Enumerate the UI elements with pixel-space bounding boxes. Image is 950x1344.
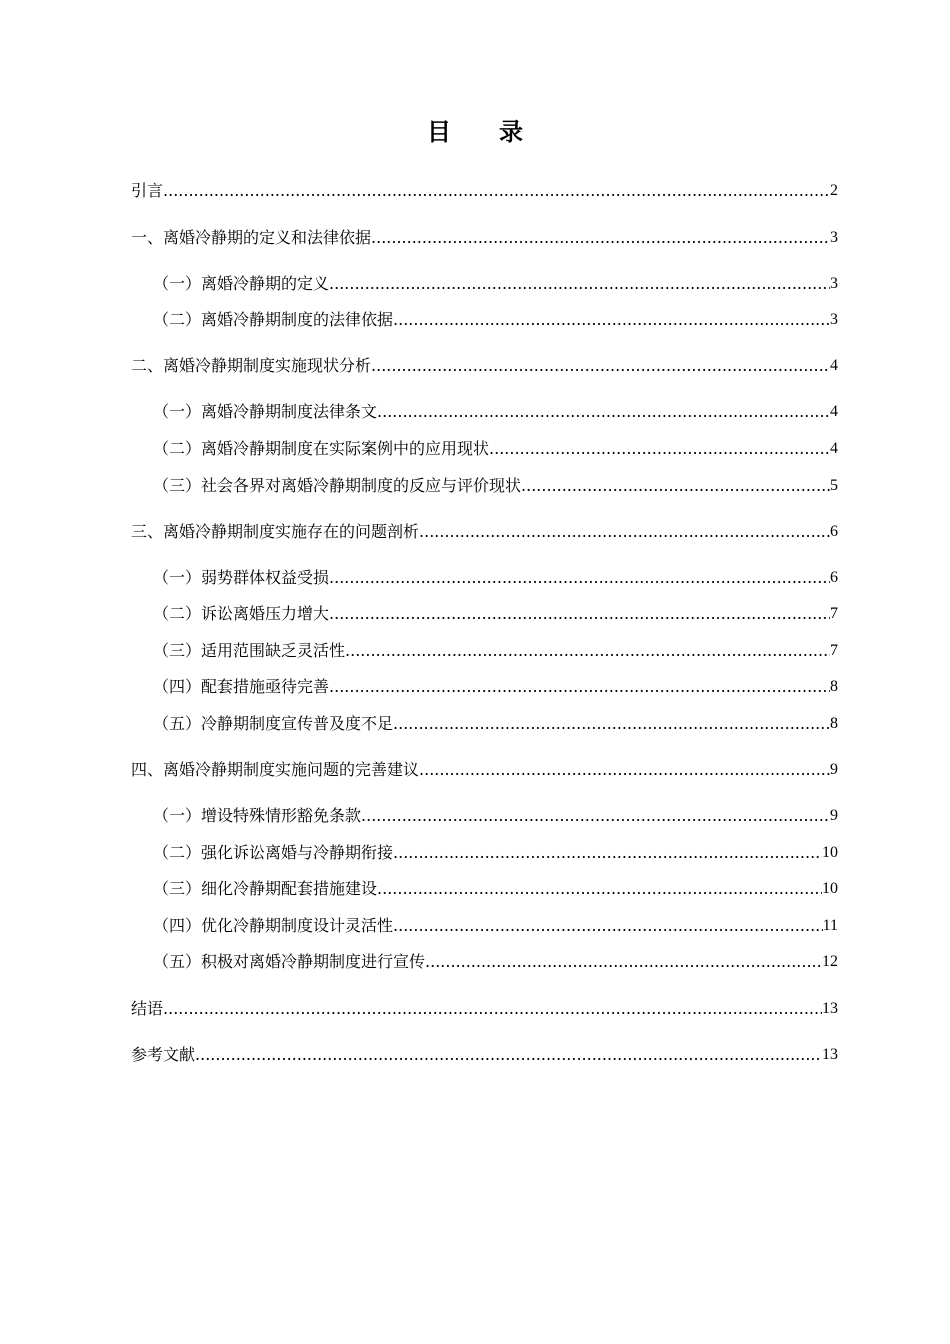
toc-entry-text: （三）细化冷静期配套措施建设 [153, 879, 378, 898]
toc-entry-text: （四）配套措施亟待完善 [153, 677, 330, 696]
toc-dot-leader [425, 949, 822, 975]
toc-entry-text: （三）社会各界对离婚冷静期制度的反应与评价现状 [153, 476, 522, 495]
toc-entry[interactable] [131, 638, 838, 664]
toc-dot-leader [371, 225, 830, 251]
toc-entry[interactable] [131, 949, 838, 975]
toc-page-number: 8 [830, 678, 838, 695]
toc-page-number: 9 [830, 807, 838, 824]
toc-page-number: 12 [822, 953, 838, 970]
toc-entry[interactable] [131, 519, 838, 545]
toc-page-number: 3 [830, 229, 838, 246]
toc-entry[interactable] [131, 913, 838, 939]
toc-entry[interactable] [131, 178, 838, 204]
toc-page-number: 3 [830, 275, 838, 292]
toc-dot-leader [419, 757, 830, 783]
toc-entry-text: 三、离婚冷静期制度实施存在的问题剖析 [131, 522, 420, 541]
toc-entry[interactable] [131, 996, 838, 1022]
toc-entry-text: （一）离婚冷静期的定义 [153, 274, 330, 293]
toc-entry-text: （二）离婚冷静期制度的法律依据 [153, 310, 394, 329]
toc-dot-leader [329, 565, 830, 591]
toc-dot-leader [329, 674, 830, 700]
toc-entry[interactable] [131, 399, 838, 425]
toc-entry[interactable] [131, 876, 838, 902]
toc-page-number: 2 [830, 182, 838, 199]
toc-entry[interactable] [131, 473, 838, 499]
toc-page-number: 7 [830, 642, 838, 659]
toc-dot-leader [489, 436, 830, 462]
toc-dot-leader [371, 353, 830, 379]
toc-entry-text: 四、离婚冷静期制度实施问题的完善建议 [131, 760, 420, 779]
toc-entry-text: （二）离婚冷静期制度在实际案例中的应用现状 [153, 439, 490, 458]
toc-page-number: 13 [822, 1000, 838, 1017]
toc-dot-leader [163, 996, 822, 1022]
toc-title: 目录 [427, 118, 571, 146]
toc-dot-leader [393, 307, 830, 333]
toc-page-number: 6 [830, 523, 838, 540]
toc-page-number: 13 [822, 1046, 838, 1063]
toc-page-number: 11 [822, 917, 838, 934]
toc-dot-leader [393, 913, 823, 939]
toc-page-number: 5 [830, 477, 838, 494]
toc-dot-leader [377, 399, 830, 425]
toc-dot-leader [361, 803, 830, 829]
toc-entry[interactable] [131, 565, 838, 591]
toc-dot-leader [419, 519, 830, 545]
toc-page-number: 4 [830, 403, 838, 420]
toc-dot-leader [393, 711, 830, 737]
toc-entry[interactable] [131, 1042, 838, 1068]
toc-entry-text: （三）适用范围缺乏灵活性 [153, 641, 346, 660]
toc-entry[interactable] [131, 803, 838, 829]
toc-page-number: 10 [822, 880, 838, 897]
toc-entry[interactable] [131, 353, 838, 379]
toc-dot-leader [163, 178, 830, 204]
toc-page-number: 4 [830, 440, 838, 457]
toc-entry-text: 二、离婚冷静期制度实施现状分析 [131, 356, 372, 375]
toc-entry[interactable] [131, 436, 838, 462]
toc-entry-text: 引言 [131, 181, 164, 200]
toc-entry[interactable] [131, 711, 838, 737]
toc-entry[interactable] [131, 271, 838, 297]
toc-entry-text: （二）强化诉讼离婚与冷静期衔接 [153, 843, 394, 862]
toc-page-number: 9 [830, 761, 838, 778]
toc-entry-text: 一、离婚冷静期的定义和法律依据 [131, 228, 372, 247]
toc-entry-text: （四）优化冷静期制度设计灵活性 [153, 916, 394, 935]
toc-dot-leader [195, 1042, 822, 1068]
toc-page-number: 3 [830, 311, 838, 328]
toc-entry[interactable] [131, 674, 838, 700]
toc-dot-leader [345, 638, 830, 664]
toc-entry-text: （一）离婚冷静期制度法律条文 [153, 402, 378, 421]
toc-entry-text: 结语 [131, 999, 164, 1018]
toc-page-number: 10 [822, 844, 838, 861]
toc-entry-text: （五）积极对离婚冷静期制度进行宣传 [153, 952, 426, 971]
toc-dot-leader [393, 840, 822, 866]
toc-entry[interactable] [131, 601, 838, 627]
toc-dot-leader [329, 601, 830, 627]
toc-page-number: 7 [830, 605, 838, 622]
toc-entry-text: （一）弱势群体权益受损 [153, 568, 330, 587]
toc-dot-leader [377, 876, 822, 902]
toc-entry-text: （二）诉讼离婚压力增大 [153, 604, 330, 623]
toc-dot-leader [329, 271, 830, 297]
toc-entry[interactable] [131, 225, 838, 251]
toc-page-number: 8 [830, 715, 838, 732]
toc-page-number: 6 [830, 569, 838, 586]
toc-entry-text: （五）冷静期制度宣传普及度不足 [153, 714, 394, 733]
toc-entry[interactable] [131, 307, 838, 333]
toc-entry-text: 参考文献 [131, 1045, 196, 1064]
toc-entry[interactable] [131, 840, 838, 866]
toc-entry[interactable] [131, 757, 838, 783]
toc-dot-leader [521, 473, 830, 499]
toc-entry-text: （一）增设特殊情形豁免条款 [153, 806, 362, 825]
toc-page-number: 4 [830, 357, 838, 374]
